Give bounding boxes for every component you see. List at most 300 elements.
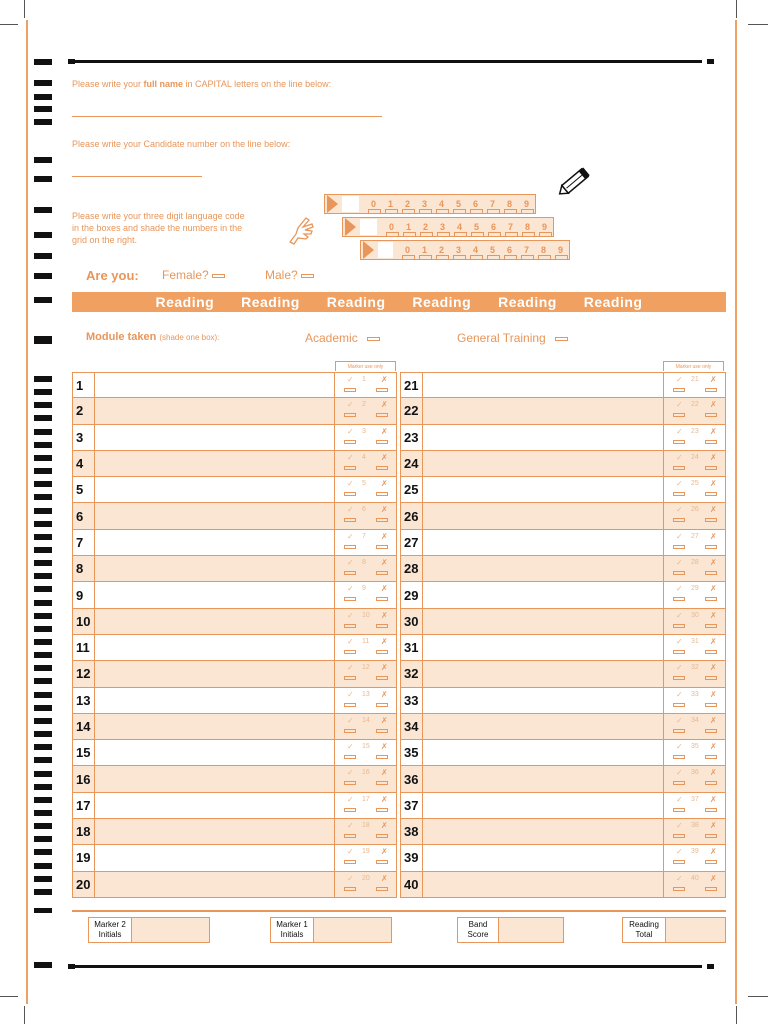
reading-total-field[interactable] [666,917,726,943]
timing-mark [34,59,52,65]
incorrect-shade-box[interactable] [705,834,717,838]
correct-shade-box[interactable] [673,492,685,496]
crop-mark [0,996,18,997]
digit-option[interactable]: 5 [484,245,501,255]
crop-mark [748,996,768,997]
crop-mark [24,1006,25,1024]
question-number: 19 [73,845,95,870]
incorrect-shade-box[interactable] [705,808,717,812]
digit-option[interactable]: 9 [552,245,569,255]
correct-shade-box[interactable] [673,887,685,891]
answer-field[interactable] [95,740,335,765]
answer-field[interactable] [95,661,335,686]
incorrect-shade-box[interactable] [705,755,717,759]
answer-row [72,582,397,608]
answer-row [400,688,726,714]
marker2-label-line: Marker 2 [94,920,126,929]
answer-field[interactable] [423,503,664,528]
incorrect-shade-box[interactable] [376,887,388,891]
marker-number: 22 [691,401,699,409]
correct-shade-box[interactable] [673,703,685,707]
digit-option[interactable]: 6 [501,245,518,255]
marker-number: 14 [362,716,370,724]
correct-shade-box[interactable] [673,755,685,759]
general-training-shade-box[interactable] [555,337,568,341]
answer-field[interactable] [423,609,664,634]
answer-row [72,556,397,582]
answer-field[interactable] [95,872,335,897]
incorrect-shade-box[interactable] [376,492,388,496]
incorrect-shade-box[interactable] [376,781,388,785]
digit-option[interactable]: 4 [433,199,450,209]
cross-mark: ✗ [710,663,717,673]
tick-mark: ✓ [347,742,354,752]
answer-field[interactable] [95,451,335,476]
correct-shade-box[interactable] [673,597,685,601]
correct-shade-box[interactable] [344,650,356,654]
incorrect-shade-box[interactable] [376,597,388,601]
digit-option[interactable]: 2 [399,199,416,209]
correct-shade-box[interactable] [344,676,356,680]
question-number: 1 [73,373,95,397]
incorrect-shade-box[interactable] [705,413,717,417]
answer-field[interactable] [423,556,664,581]
incorrect-shade-box[interactable] [376,703,388,707]
correct-shade-box[interactable] [344,518,356,522]
answer-row [400,556,726,582]
tick-mark: ✓ [347,400,354,410]
incorrect-shade-box[interactable] [705,860,717,864]
female-shade-box[interactable] [212,274,225,278]
answer-row [72,609,397,635]
marker-number: 7 [362,532,366,540]
reading-bar-label: Reading [155,294,215,310]
answer-field[interactable] [423,714,664,739]
digit-option[interactable]: 5 [450,199,467,209]
correct-shade-box[interactable] [344,597,356,601]
left-border-rule [26,20,28,1004]
answer-row [400,872,726,898]
timing-mark [34,613,52,619]
timing-mark [34,600,52,606]
incorrect-shade-box[interactable] [376,834,388,838]
correct-shade-box[interactable] [344,860,356,864]
incorrect-shade-box[interactable] [705,781,717,785]
answer-field[interactable] [95,635,335,660]
correct-shade-box[interactable] [673,834,685,838]
answer-row [72,793,397,819]
tick-mark: ✓ [676,847,683,857]
question-number: 15 [73,740,95,765]
answer-field[interactable] [423,582,664,607]
correct-shade-box[interactable] [673,440,685,444]
digit-option[interactable]: 8 [535,245,552,255]
incorrect-shade-box[interactable] [705,703,717,707]
correct-shade-box[interactable] [673,676,685,680]
tick-mark: ✓ [347,715,354,725]
answer-field[interactable] [95,819,335,844]
cross-mark: ✗ [381,505,388,515]
digit-option[interactable]: 0 [399,245,416,255]
digit-option[interactable]: 3 [450,245,467,255]
cross-mark: ✗ [381,452,388,462]
digit-options [383,222,553,232]
marker-number: 30 [691,611,699,619]
digit-option[interactable]: 6 [467,199,484,209]
digit-option[interactable]: 3 [416,199,433,209]
correct-shade-box[interactable] [344,887,356,891]
tick-mark: ✓ [347,375,354,384]
marker-cell [664,740,725,765]
row-arrow [345,218,356,236]
marker-cell [335,451,396,476]
answer-field[interactable] [423,740,664,765]
correct-shade-box[interactable] [673,729,685,733]
incorrect-shade-box[interactable] [705,492,717,496]
correct-shade-box[interactable] [344,571,356,575]
marker-cell [335,766,396,791]
tick-mark: ✓ [676,715,683,725]
question-number: 29 [401,582,423,607]
cross-mark: ✗ [381,715,388,725]
incorrect-shade-box[interactable] [705,887,717,891]
incorrect-shade-box[interactable] [376,860,388,864]
marker-cell [335,503,396,528]
academic-option[interactable] [305,331,380,345]
cross-mark: ✗ [381,400,388,410]
correct-shade-box[interactable] [673,781,685,785]
digit-write-box[interactable] [342,196,359,212]
digit-option[interactable]: 4 [467,245,484,255]
question-number: 4 [73,451,95,476]
module-taken [86,331,219,343]
incorrect-shade-box[interactable] [376,545,388,549]
answer-field[interactable] [95,688,335,713]
correct-shade-box[interactable] [673,571,685,575]
candidate-instruction: Please write your Candidate number on the line below: [72,139,291,149]
cross-mark: ✗ [710,821,717,831]
tick-mark: ✓ [347,610,354,620]
timing-mark [34,771,52,777]
marker-cell [664,556,725,581]
marker-cell [335,688,396,713]
answer-field[interactable] [95,530,335,555]
answer-row [72,819,397,845]
question-number: 33 [401,688,423,713]
pencil-icon [554,162,596,200]
answer-field[interactable] [95,766,335,791]
timing-mark [34,876,52,882]
digit-option[interactable]: 6 [485,222,502,232]
tick-mark: ✓ [347,584,354,594]
incorrect-shade-box[interactable] [376,466,388,470]
tick-mark: ✓ [676,426,683,436]
incorrect-shade-box[interactable] [376,518,388,522]
digit-option[interactable]: 5 [468,222,485,232]
question-number: 34 [401,714,423,739]
answer-field[interactable] [423,872,664,897]
incorrect-shade-box[interactable] [705,545,717,549]
incorrect-shade-box[interactable] [376,571,388,575]
digit-option[interactable]: 3 [434,222,451,232]
marker-number: 27 [691,532,699,540]
marker-number: 21 [691,376,699,383]
correct-shade-box[interactable] [344,781,356,785]
incorrect-shade-box[interactable] [376,440,388,444]
answer-field[interactable] [95,373,335,397]
correct-shade-box[interactable] [344,388,356,392]
timing-mark [34,573,52,579]
general-training-option[interactable] [457,331,568,345]
correct-shade-box[interactable] [344,755,356,759]
marker1-label-line: Marker 1 [276,920,308,929]
timing-mark [34,508,52,514]
answer-field[interactable] [423,530,664,555]
answer-field[interactable] [95,556,335,581]
digit-option[interactable]: 9 [536,222,553,232]
incorrect-shade-box[interactable] [376,755,388,759]
answer-field[interactable] [423,793,664,818]
timing-mark [34,273,52,279]
crop-mark [24,0,25,18]
digit-option[interactable]: 1 [400,222,417,232]
correct-shade-box[interactable] [673,413,685,417]
incorrect-shade-box[interactable] [705,466,717,470]
incorrect-shade-box[interactable] [705,518,717,522]
answer-field[interactable] [95,793,335,818]
answer-field[interactable] [95,609,335,634]
incorrect-shade-box[interactable] [705,624,717,628]
correct-shade-box[interactable] [673,808,685,812]
answer-field[interactable] [423,425,664,450]
question-number: 12 [73,661,95,686]
marker-cell [335,635,396,660]
pointing-hand-icon [286,212,318,246]
digit-option[interactable]: 2 [417,222,434,232]
cross-mark: ✗ [381,584,388,594]
question-number: 28 [401,556,423,581]
incorrect-shade-box[interactable] [705,571,717,575]
digit-option[interactable]: 2 [433,245,450,255]
reading-bar-label: Reading [498,294,557,310]
answer-field[interactable] [95,477,335,502]
tick-mark: ✓ [347,794,354,804]
digit-option[interactable]: 1 [382,199,399,209]
marker-cell [664,845,725,870]
answer-field[interactable] [423,451,664,476]
answer-field[interactable] [95,425,335,450]
band-score-field[interactable] [499,917,564,943]
answer-field[interactable] [423,845,664,870]
digit-option[interactable]: 9 [518,199,535,209]
answer-field[interactable] [423,819,664,844]
reading-total-label [622,917,666,943]
answer-field[interactable] [95,845,335,870]
marker-number: 16 [362,769,370,777]
answer-field[interactable] [423,477,664,502]
answer-field[interactable] [95,503,335,528]
cross-mark: ✗ [381,531,388,541]
correct-shade-box[interactable] [673,466,685,470]
answer-field[interactable] [95,398,335,423]
male-shade-box[interactable] [301,274,314,278]
digit-write-box[interactable] [360,219,377,235]
question-number: 31 [401,635,423,660]
male-option[interactable] [265,268,314,282]
correct-shade-box[interactable] [344,466,356,470]
timing-mark [34,232,52,238]
reading-total-label-line: Total [635,930,653,939]
academic-shade-box[interactable] [367,337,380,341]
digit-option[interactable]: 7 [502,222,519,232]
cross-mark: ✗ [381,821,388,831]
marker1-label-line: Initials [280,930,304,939]
language-instruction-line: grid on the right. [72,235,138,245]
incorrect-shade-box[interactable] [376,624,388,628]
marker-use-label: Marker use only [335,361,396,371]
incorrect-shade-box[interactable] [376,650,388,654]
incorrect-shade-box[interactable] [376,413,388,417]
digit-option[interactable]: 7 [484,199,501,209]
marker-cell [664,819,725,844]
correct-shade-box[interactable] [673,860,685,864]
digit-option[interactable]: 0 [365,199,382,209]
marker1-field[interactable] [314,917,392,943]
incorrect-shade-box[interactable] [705,676,717,680]
correct-shade-box[interactable] [344,624,356,628]
digit-option[interactable]: 1 [416,245,433,255]
answer-field[interactable] [423,661,664,686]
incorrect-shade-box[interactable] [376,676,388,680]
name-instruction-post: in CAPITAL letters on the line below: [183,79,332,89]
digit-write-box[interactable] [378,242,393,258]
cross-mark: ✗ [381,794,388,804]
digit-option[interactable]: 8 [501,199,518,209]
digit-options [365,199,535,209]
answer-field[interactable] [423,635,664,660]
question-number: 8 [73,556,95,581]
marker-cell [335,556,396,581]
correct-shade-box[interactable] [344,834,356,838]
incorrect-shade-box[interactable] [705,597,717,601]
female-option[interactable] [162,268,225,282]
marker-cell [664,714,725,739]
answer-row [400,477,726,503]
digit-option[interactable]: 7 [518,245,535,255]
band-score-label-line: Band [468,920,488,929]
question-number: 22 [401,398,423,423]
marker-number: 28 [691,559,699,567]
marker-number: 34 [691,716,699,724]
correct-shade-box[interactable] [344,729,356,733]
correct-shade-box[interactable] [344,413,356,417]
answer-row [400,398,726,424]
answer-field[interactable] [423,766,664,791]
marker2-initials [88,917,210,943]
marker-number: 2 [362,401,366,409]
cross-mark: ✗ [710,715,717,725]
answer-row [400,793,726,819]
marker-cell [335,819,396,844]
timing-mark [34,429,52,435]
question-number: 17 [73,793,95,818]
incorrect-shade-box[interactable] [376,729,388,733]
marker-cell [335,477,396,502]
correct-shade-box[interactable] [344,703,356,707]
marker-number: 23 [691,427,699,435]
incorrect-shade-box[interactable] [705,729,717,733]
digit-option[interactable]: 8 [519,222,536,232]
answer-field[interactable] [423,688,664,713]
tick-mark: ✓ [676,479,683,489]
digit-option[interactable]: 0 [383,222,400,232]
answer-field[interactable] [95,714,335,739]
answer-field[interactable] [95,582,335,607]
candidate-number-line[interactable] [72,176,202,177]
tick-mark: ✓ [676,375,683,384]
incorrect-shade-box[interactable] [705,388,717,392]
correct-shade-box[interactable] [673,624,685,628]
timing-mark [34,626,52,632]
tick-mark: ✓ [676,768,683,778]
answer-row [72,635,397,661]
incorrect-shade-box[interactable] [705,650,717,654]
answer-field[interactable] [423,373,664,397]
digit-option[interactable]: 4 [451,222,468,232]
marker-cell [335,845,396,870]
correct-shade-box[interactable] [344,808,356,812]
correct-shade-box[interactable] [344,492,356,496]
marker-number: 15 [362,743,370,751]
marker2-label [88,917,132,943]
question-number: 35 [401,740,423,765]
marker-use-label: Marker use only [663,361,724,371]
cross-mark: ✗ [710,873,717,883]
marker-number: 35 [691,743,699,751]
incorrect-shade-box[interactable] [376,808,388,812]
question-number: 6 [73,503,95,528]
row-arrow [363,241,374,259]
marker-cell [335,740,396,765]
correct-shade-box[interactable] [673,388,685,392]
question-number: 26 [401,503,423,528]
timing-mark [34,253,52,259]
marker2-field[interactable] [132,917,210,943]
correct-shade-box[interactable] [673,545,685,549]
correct-shade-box[interactable] [344,440,356,444]
full-name-line[interactable] [72,116,382,117]
answer-row [72,372,397,398]
correct-shade-box[interactable] [673,518,685,522]
incorrect-shade-box[interactable] [705,440,717,444]
cross-mark: ✗ [710,847,717,857]
cross-mark: ✗ [381,558,388,568]
marker-cell [335,872,396,897]
correct-shade-box[interactable] [673,650,685,654]
marker-cell [335,398,396,423]
cross-mark: ✗ [710,636,717,646]
question-number: 11 [73,635,95,660]
top-rule [72,60,702,63]
answer-field[interactable] [423,398,664,423]
correct-shade-box[interactable] [344,545,356,549]
incorrect-shade-box[interactable] [376,388,388,392]
answer-row [72,503,397,529]
question-number: 39 [401,845,423,870]
timing-mark [34,534,52,540]
timing-mark [34,119,52,125]
timing-mark [34,547,52,553]
